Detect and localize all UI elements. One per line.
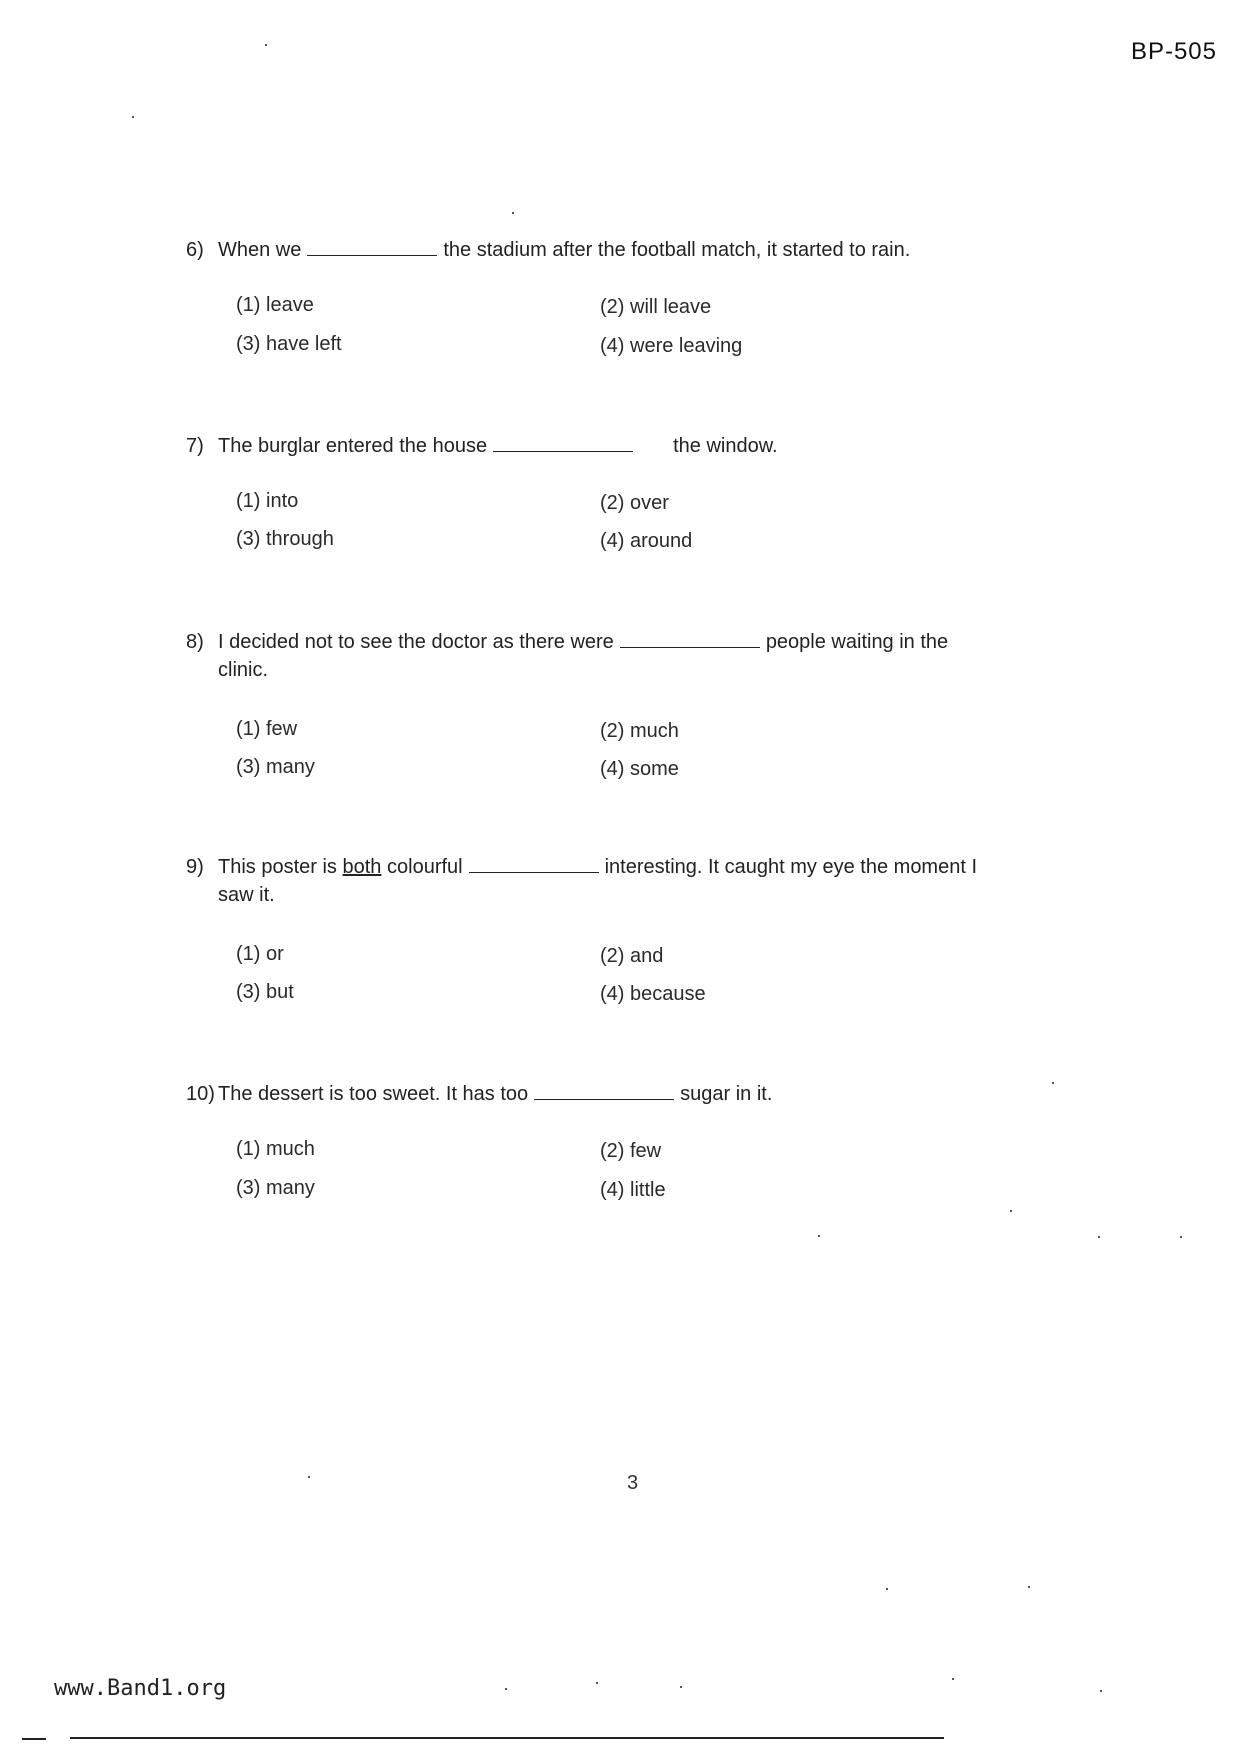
- option-3: (3) through: [236, 528, 334, 550]
- option-1: (1) much: [236, 1138, 315, 1160]
- option-3: (3) have left: [236, 333, 342, 355]
- question-text-after: interesting. It caught my eye the moment I: [604, 856, 978, 878]
- scan-speck: [512, 212, 514, 214]
- option-3: (3) but: [236, 981, 294, 1003]
- question-9: [186, 853, 1076, 909]
- option-4: (4) around: [600, 530, 693, 552]
- scan-speck: [1100, 1690, 1102, 1692]
- question-text-continued: clinic.: [218, 659, 269, 681]
- scan-speck: [1180, 1236, 1182, 1238]
- watermark-url: www.Band1.org: [54, 1676, 227, 1701]
- page-number: 3: [627, 1472, 639, 1494]
- question-text-after: sugar in it.: [680, 1083, 773, 1105]
- answer-blank: [534, 1081, 674, 1100]
- scan-speck: [952, 1678, 954, 1680]
- answer-blank: [493, 433, 633, 452]
- scan-speck: [265, 44, 267, 46]
- scan-speck: [1028, 1586, 1030, 1588]
- scan-speck: [132, 116, 134, 118]
- question-text-before: When we: [218, 239, 302, 261]
- scan-speck: [505, 1688, 507, 1690]
- question-text-after: the stadium after the football match, it started to rain.: [443, 239, 911, 261]
- scan-speck: [886, 1588, 888, 1590]
- option-2: (2) over: [600, 492, 669, 514]
- question-8: [186, 628, 1076, 684]
- option-2: (2) and: [600, 945, 664, 967]
- option-1: (1) into: [236, 490, 299, 512]
- option-1: (1) leave: [236, 294, 314, 316]
- option-4: (4) little: [600, 1179, 666, 1201]
- option-4: (4) because: [600, 983, 706, 1005]
- question-10: [186, 1080, 1076, 1108]
- answer-blank: [620, 629, 760, 648]
- question-text-before: I decided not to see the doctor as there were: [218, 631, 614, 653]
- option-4: (4) were leaving: [600, 335, 743, 357]
- question-number: 10): [186, 1083, 215, 1105]
- answer-blank: [469, 854, 599, 873]
- scan-speck: [1052, 1082, 1054, 1084]
- option-4: (4) some: [600, 758, 679, 780]
- answer-blank: [307, 237, 437, 256]
- scan-speck: [680, 1686, 682, 1688]
- question-text-before: The dessert is too sweet. It has too: [218, 1083, 529, 1105]
- scan-speck: [308, 1476, 310, 1478]
- option-3: (3) many: [236, 756, 315, 778]
- scan-speck: [818, 1235, 820, 1237]
- bottom-rule: [70, 1737, 944, 1739]
- question-7: [186, 432, 1076, 460]
- document-code: BP-505: [1130, 38, 1217, 65]
- scan-speck: [1098, 1236, 1100, 1238]
- question-text-mid: colourful: [387, 856, 463, 878]
- option-2: (2) will leave: [600, 296, 712, 318]
- question-number: 6): [186, 239, 204, 261]
- scan-speck: [596, 1682, 598, 1684]
- scan-speck: [1010, 1210, 1012, 1212]
- question-number: 7): [186, 435, 204, 457]
- option-1: (1) or: [236, 943, 284, 965]
- question-6: [186, 236, 1076, 264]
- question-text-before: The burglar entered the house: [218, 435, 488, 457]
- question-text-before: This poster is: [218, 856, 337, 878]
- question-text-after: the window.: [673, 435, 778, 457]
- option-3: (3) many: [236, 1177, 315, 1199]
- bottom-rule: [22, 1738, 46, 1740]
- question-number: 9): [186, 856, 204, 878]
- option-1: (1) few: [236, 718, 298, 740]
- question-text-continued: saw it.: [218, 884, 275, 906]
- question-number: 8): [186, 631, 204, 653]
- option-2: (2) few: [600, 1140, 662, 1162]
- question-text-after: people waiting in the: [765, 631, 949, 653]
- option-2: (2) much: [600, 720, 679, 742]
- underlined-word: both: [342, 856, 382, 878]
